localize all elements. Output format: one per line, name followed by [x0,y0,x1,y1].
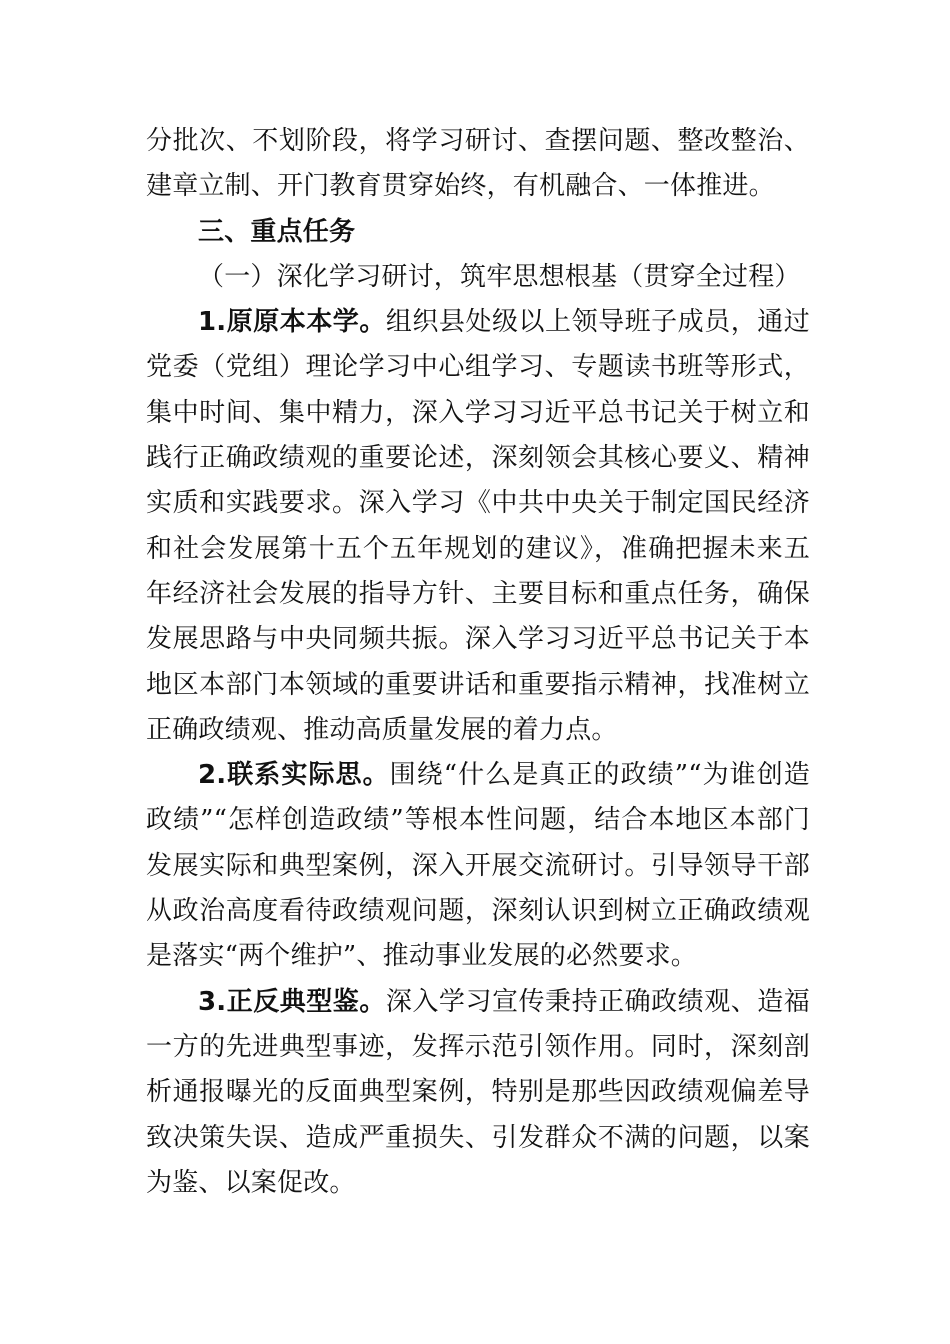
item-paragraph-2 [146,753,810,979]
document-page [146,119,810,1206]
item-paragraph-1 [146,300,810,753]
item-lead-2: 2.联系实际思。 [198,760,390,791]
item-lead-1: 1.原原本本学。 [198,307,386,338]
item-lead-3: 3.正反典型鉴。 [198,986,386,1017]
continuation-paragraph: 分批次、不划阶段，将学习研讨、查摆问题、整改整治、建章立制、开门教育贯穿始终，有机融合、一体推进。 [146,126,810,202]
item-paragraph-3 [146,980,810,1206]
section-heading: 三、重点任务 [198,216,356,247]
item-body-2: 围绕“什么是真正的政绩”“为谁创造政绩”“怎样创造政绩”等根本性问题，结合本地区本部门发展实际和典型案例，深入开展交流研讨。引导领导干部从政治高度看待政绩观问题，深刻认识到树立正确政绩观是落实“两个维护”、推动事业发展的必然要求。 [146,760,810,972]
subsection-heading: （一）深化学习研讨，筑牢思想根基（贯穿全过程） [198,261,801,292]
item-body-1: 组织县处级以上领导班子成员，通过党委（党组）理论学习中心组学习、专题读书班等形式，集中时间、集中精力，深入学习习近平总书记关于树立和践行正确政绩观的重要论述，深刻领会其核心要义、精神实质和实践要求。深入学习《中共中央关于制定国民经济和社会发展第十五个五年规划的建议》，准确把握未来五年经济社会发展的指导方针、主要目标和重点任务，确保发展思路与中央同频共振。深入学习习近平总书记关于本地区本部门本领域的重要讲话和重要指示精神，找准树立正确政绩观、推动高质量发展的着力点。 [146,307,810,745]
item-body-3: 深入学习宣传秉持正确政绩观、造福一方的先进典型事迹，发挥示范引领作用。同时，深刻剖析通报曝光的反面典型案例，特别是那些因政绩观偏差导致决策失误、造成严重损失、引发群众不满的问题，以案为鉴、以案促改。 [146,986,810,1198]
